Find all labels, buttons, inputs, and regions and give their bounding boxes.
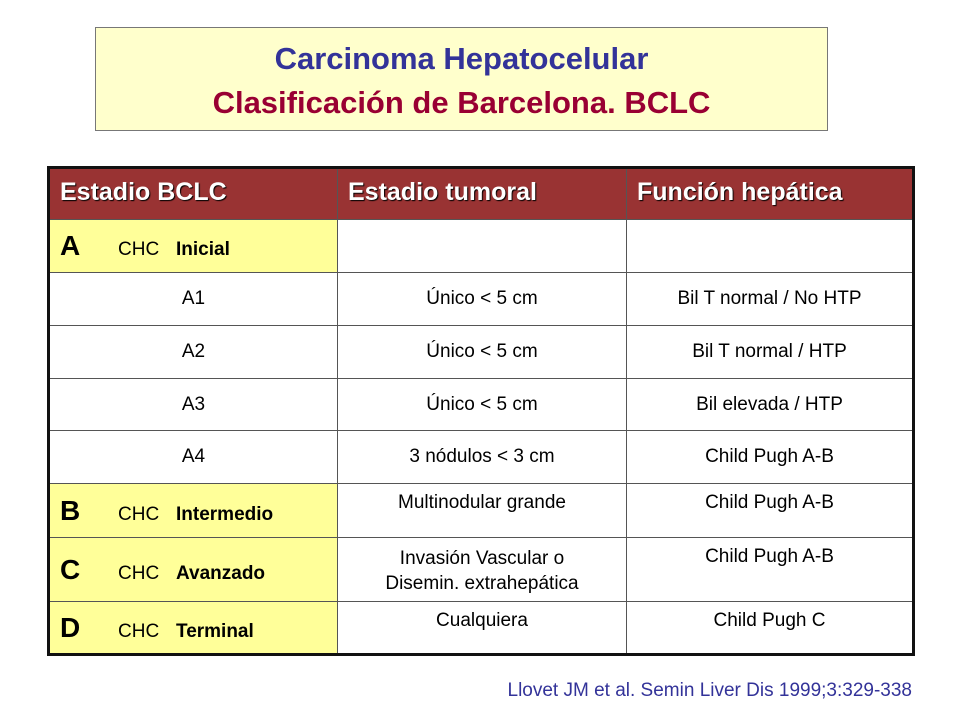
table-row	[49, 326, 914, 379]
stage-cell	[49, 220, 338, 273]
header-funcion-hepatica: Función hepática	[627, 168, 914, 220]
tumoral-cell: Cualquiera	[338, 602, 627, 655]
substage-cell: A4	[49, 431, 338, 484]
stage-letter: C	[60, 553, 81, 585]
table-row	[49, 538, 914, 602]
stage-name: Avanzado	[176, 562, 266, 584]
funcion-cell: Child Pugh A-B	[627, 431, 914, 484]
funcion-cell: Bil T normal / HTP	[627, 326, 914, 379]
stage-cell	[49, 538, 338, 602]
tumoral-line-1: Invasión Vascular o	[399, 548, 565, 569]
tumoral-cell: Único < 5 cm	[338, 379, 627, 431]
citation: Llovet JM et al. Semin Liver Dis 1999;3:329-338	[507, 680, 912, 701]
header-estadio-tumoral: Estadio tumoral	[338, 168, 627, 220]
tumoral-cell: Único < 5 cm	[338, 273, 627, 326]
tumoral-cell: Multinodular grande	[338, 484, 627, 538]
stage-chc: CHC	[118, 239, 160, 260]
funcion-cell: Child Pugh A-B	[627, 484, 914, 538]
title-line-1: Carcinoma Hepatocelular	[274, 41, 649, 76]
funcion-cell: Bil elevada / HTP	[627, 379, 914, 431]
funcion-cell: Bil T normal / No HTP	[627, 273, 914, 326]
stage-name: Terminal	[176, 620, 254, 642]
stage-letter: B	[60, 494, 81, 526]
stage-name: Intermedio	[176, 503, 274, 525]
substage-cell: A3	[49, 379, 338, 431]
table-row	[49, 379, 914, 431]
table-row	[49, 484, 914, 538]
stage-chc: CHC	[118, 620, 160, 642]
funcion-cell: Child Pugh C	[627, 602, 914, 655]
stage-cell	[49, 602, 338, 655]
header-estadio-bclc: Estadio BCLC	[49, 168, 338, 220]
tumoral-cell: 3 nódulos < 3 cm	[338, 431, 627, 484]
table-row	[49, 273, 914, 326]
table-row	[49, 220, 914, 273]
substage-cell: A2	[49, 326, 338, 379]
title-line-2: Clasificación de Barcelona. BCLC	[212, 85, 711, 120]
title-box	[95, 27, 828, 131]
stage-chc: CHC	[118, 562, 160, 584]
stage-chc: CHC	[118, 503, 160, 525]
tumoral-cell: Único < 5 cm	[338, 326, 627, 379]
stage-name: Inicial	[176, 239, 230, 260]
stage-letter: A	[60, 230, 81, 261]
substage-cell: A1	[49, 273, 338, 326]
stage-letter: D	[60, 611, 81, 643]
stage-cell	[49, 484, 338, 538]
tumoral-cell	[338, 538, 627, 602]
funcion-cell	[627, 220, 914, 273]
table-row	[49, 602, 914, 655]
table-row	[49, 431, 914, 484]
tumoral-line-2: Disemin. extrahepática	[385, 573, 579, 594]
bclc-table	[47, 166, 915, 656]
tumoral-cell	[338, 220, 627, 273]
funcion-cell: Child Pugh A-B	[627, 538, 914, 602]
header-row	[49, 168, 914, 220]
